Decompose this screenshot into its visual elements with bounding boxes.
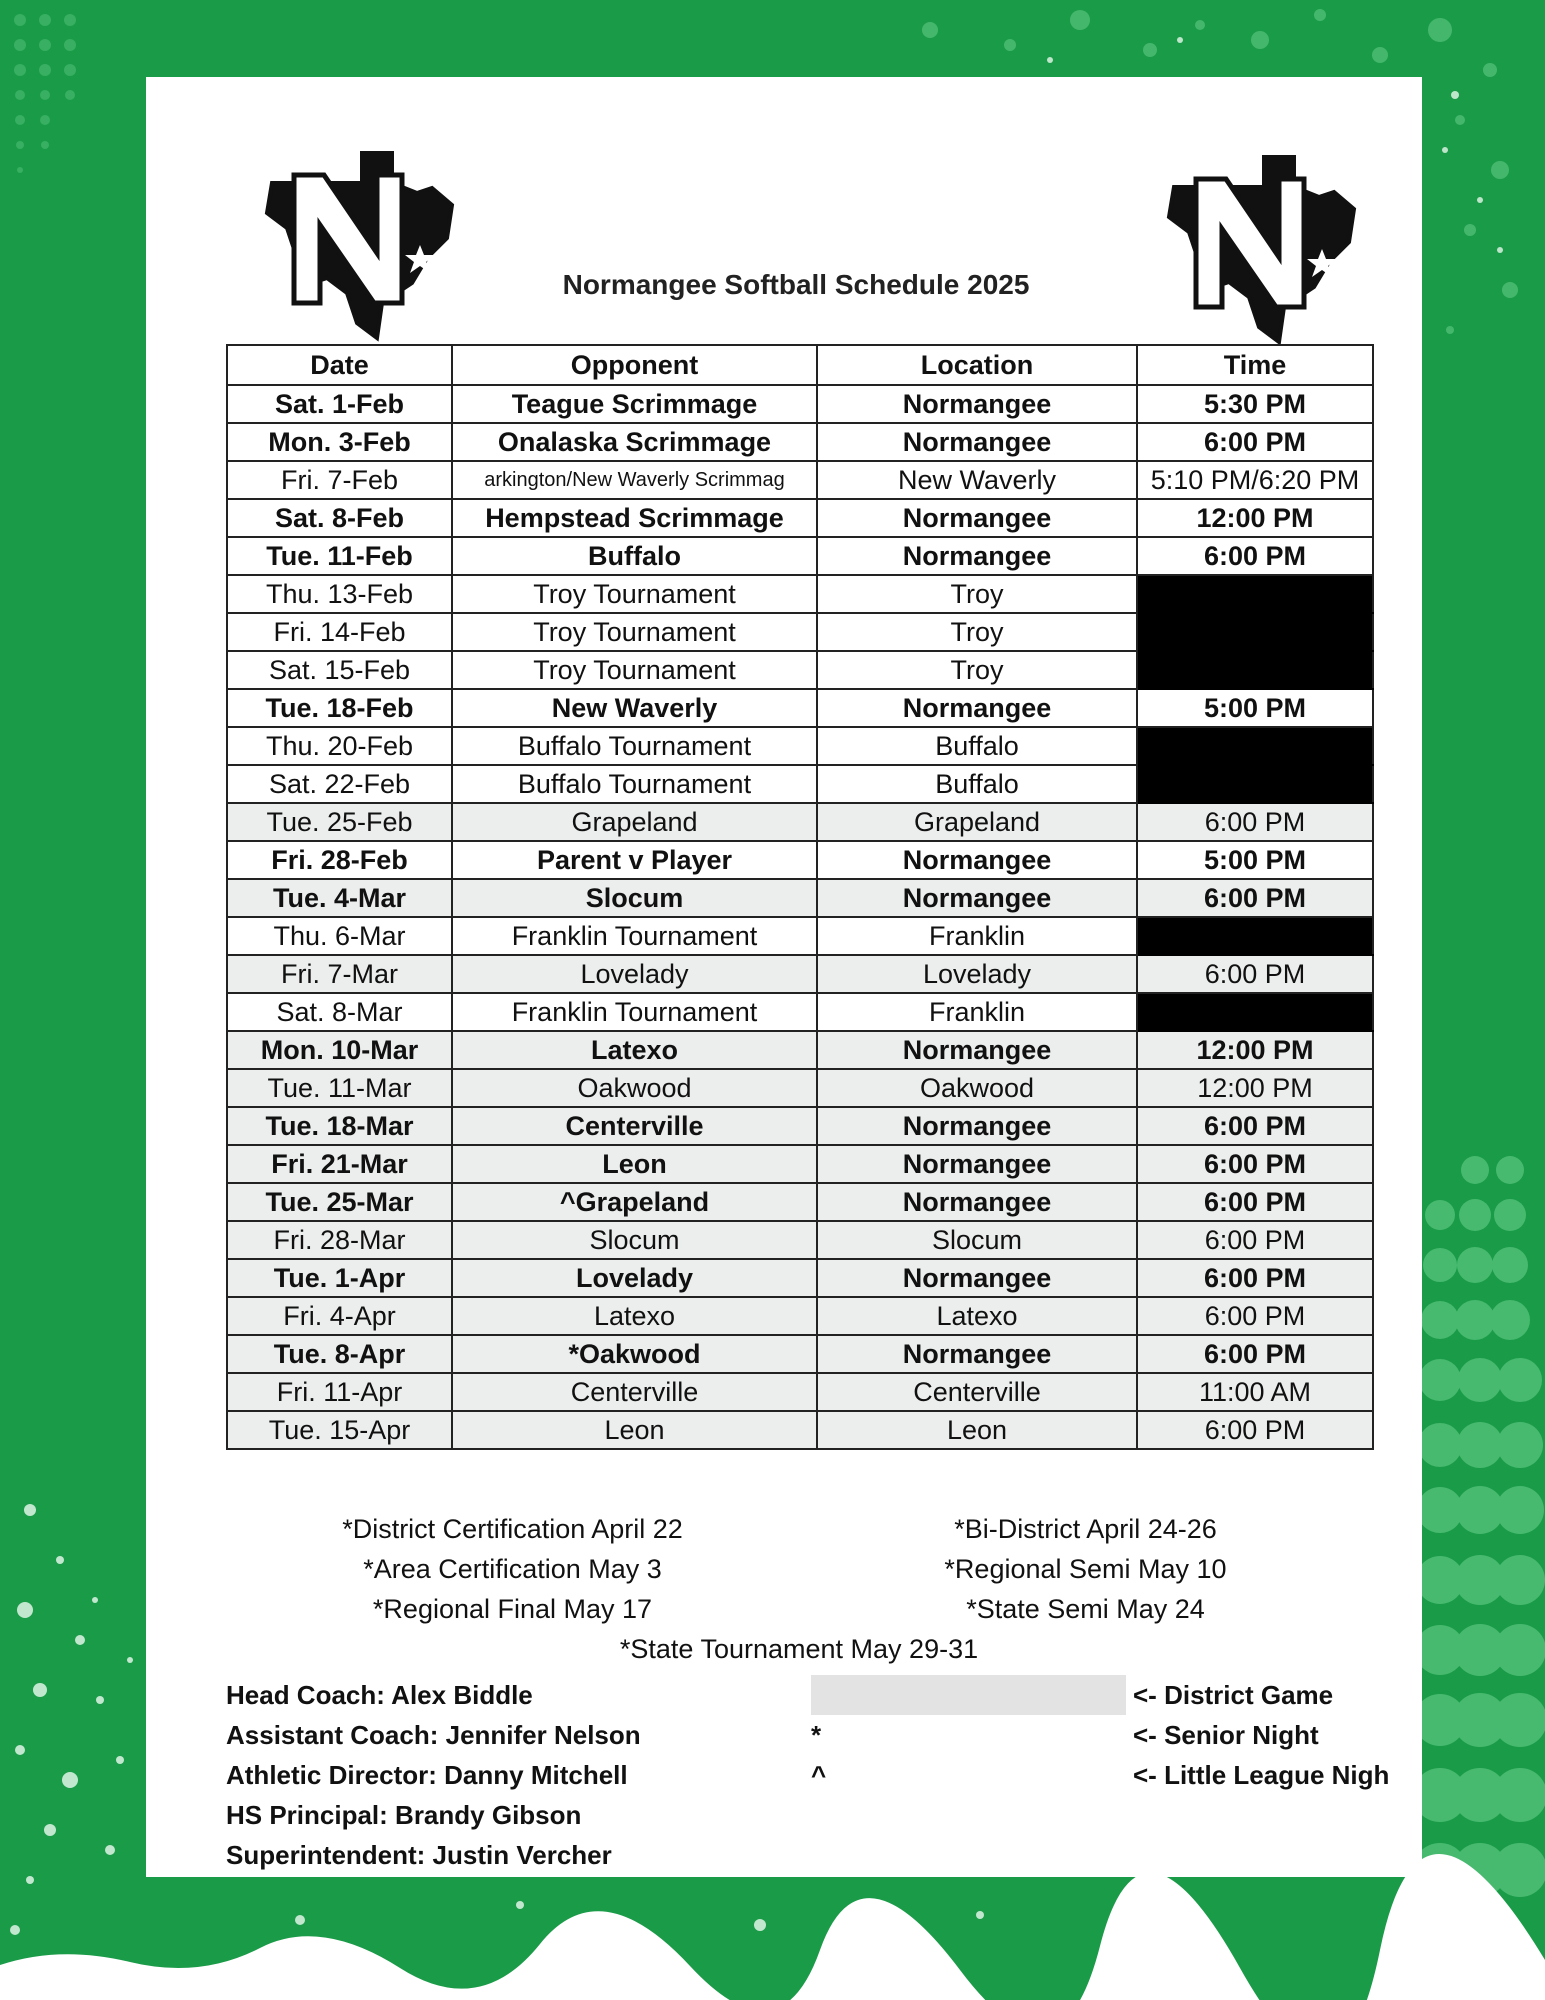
- cell-location: Buffalo: [817, 765, 1137, 803]
- cell-opponent: Hempstead Scrimmage: [452, 499, 817, 537]
- table-row: [227, 1221, 1373, 1259]
- cell-time: [1137, 727, 1373, 765]
- cell-date: Tue. 25-Mar: [227, 1183, 452, 1221]
- cell-location: New Waverly: [817, 461, 1137, 499]
- table-row: [227, 955, 1373, 993]
- cell-opponent: Parent v Player: [452, 841, 817, 879]
- note-area-certification: *Area Certification May 3: [363, 1554, 662, 1584]
- cell-date: Fri. 7-Mar: [227, 955, 452, 993]
- cell-date: Fri. 4-Apr: [227, 1297, 452, 1335]
- cell-time: 6:00 PM: [1137, 803, 1373, 841]
- cell-date: Sat. 15-Feb: [227, 651, 452, 689]
- cell-time: 6:00 PM: [1137, 1145, 1373, 1183]
- cell-opponent: Buffalo Tournament: [452, 727, 817, 765]
- schedule-rows: [227, 385, 1373, 1449]
- column-header-date: Date: [227, 345, 452, 385]
- table-row: [227, 385, 1373, 423]
- table-header-row: [227, 345, 1373, 385]
- note-state-tournament: *State Tournament May 29-31: [619, 1634, 979, 1664]
- cell-opponent: Buffalo: [452, 537, 817, 575]
- table-row: [227, 499, 1373, 537]
- cell-opponent: New Waverly: [452, 689, 817, 727]
- cell-date: Tue. 11-Mar: [227, 1069, 452, 1107]
- table-row: [227, 1069, 1373, 1107]
- legend-row-senior: [811, 1715, 1401, 1755]
- table-row: [227, 993, 1373, 1031]
- legend-row-little-league: [811, 1755, 1401, 1795]
- table-row: [227, 689, 1373, 727]
- cell-location: Normangee: [817, 841, 1137, 879]
- cell-opponent: Leon: [452, 1145, 817, 1183]
- staff-assistant-coach: Assistant Coach: Jennifer Nelson: [226, 1720, 641, 1750]
- cell-location: Normangee: [817, 1107, 1137, 1145]
- cell-location: Normangee: [817, 423, 1137, 461]
- staff-athletic-director: Athletic Director: Danny Mitchell: [226, 1760, 628, 1790]
- table-row: [227, 537, 1373, 575]
- table-row: [227, 841, 1373, 879]
- table-row: [227, 727, 1373, 765]
- cell-date: Tue. 15-Apr: [227, 1411, 452, 1449]
- table-row: [227, 575, 1373, 613]
- cell-time: [1137, 613, 1373, 651]
- cell-location: Normangee: [817, 499, 1137, 537]
- cell-location: Franklin: [817, 917, 1137, 955]
- cell-opponent: Teague Scrimmage: [452, 385, 817, 423]
- legend-district-label: <- District Game: [1133, 1680, 1334, 1710]
- staff-head-coach: Head Coach: Alex Biddle: [226, 1680, 533, 1710]
- cell-date: Tue. 8-Apr: [227, 1335, 452, 1373]
- cell-opponent: Lovelady: [452, 955, 817, 993]
- note-regional-final: *Regional Final May 17: [372, 1594, 653, 1624]
- cell-date: Fri. 28-Mar: [227, 1221, 452, 1259]
- cell-opponent: Troy Tournament: [452, 613, 817, 651]
- cell-location: Normangee: [817, 537, 1137, 575]
- cell-location: Leon: [817, 1411, 1137, 1449]
- table-row: [227, 423, 1373, 461]
- cell-time: 6:00 PM: [1137, 879, 1373, 917]
- table-row: [227, 1411, 1373, 1449]
- cell-date: Tue. 18-Mar: [227, 1107, 452, 1145]
- normangee-logo-left: [242, 143, 482, 343]
- cell-location: Grapeland: [817, 803, 1137, 841]
- legend: [811, 1675, 1401, 1795]
- table-row: [227, 1031, 1373, 1069]
- cell-time: [1137, 993, 1373, 1031]
- cell-time: 6:00 PM: [1137, 1297, 1373, 1335]
- cell-location: Centerville: [817, 1373, 1137, 1411]
- cell-location: Franklin: [817, 993, 1137, 1031]
- table-row: [227, 765, 1373, 803]
- cell-date: Fri. 28-Feb: [227, 841, 452, 879]
- page-title: Normangee Softball Schedule 2025: [562, 269, 1030, 300]
- cell-date: Fri. 11-Apr: [227, 1373, 452, 1411]
- cell-opponent: Centerville: [452, 1107, 817, 1145]
- cell-location: Normangee: [817, 1335, 1137, 1373]
- cell-location: Normangee: [817, 689, 1137, 727]
- cell-location: Normangee: [817, 1145, 1137, 1183]
- cell-location: Normangee: [817, 385, 1137, 423]
- cell-location: Normangee: [817, 1259, 1137, 1297]
- cell-time: 6:00 PM: [1137, 423, 1373, 461]
- cell-location: Troy: [817, 575, 1137, 613]
- cell-opponent: Leon: [452, 1411, 817, 1449]
- column-header-location: Location: [817, 345, 1137, 385]
- cell-time: 6:00 PM: [1137, 1259, 1373, 1297]
- cell-time: 6:00 PM: [1137, 955, 1373, 993]
- cell-time: 12:00 PM: [1137, 499, 1373, 537]
- table-row: [227, 1145, 1373, 1183]
- staff-list: [226, 1675, 641, 1875]
- cell-date: Thu. 13-Feb: [227, 575, 452, 613]
- table-row: [227, 1259, 1373, 1297]
- cell-time: 6:00 PM: [1137, 1183, 1373, 1221]
- cell-date: Sat. 8-Feb: [227, 499, 452, 537]
- note-district-certification: *District Certification April 22: [342, 1514, 683, 1544]
- table-row: [227, 1373, 1373, 1411]
- table-row: [227, 803, 1373, 841]
- note-regional-semi: *Regional Semi May 10: [944, 1554, 1227, 1584]
- cell-location: Lovelady: [817, 955, 1137, 993]
- cell-date: Tue. 25-Feb: [227, 803, 452, 841]
- cell-date: Tue. 4-Mar: [227, 879, 452, 917]
- legend-little-league-symbol: ^: [811, 1760, 827, 1790]
- cell-location: Oakwood: [817, 1069, 1137, 1107]
- cell-date: Fri. 21-Mar: [227, 1145, 452, 1183]
- legend-district-swatch: [811, 1675, 1126, 1715]
- cell-opponent: Latexo: [452, 1297, 817, 1335]
- note-state-semi: *State Semi May 24: [966, 1594, 1205, 1624]
- cell-date: Sat. 1-Feb: [227, 385, 452, 423]
- note-bi-district: *Bi-District April 24-26: [954, 1514, 1217, 1544]
- table-row: [227, 917, 1373, 955]
- cell-opponent: Troy Tournament: [452, 651, 817, 689]
- cell-date: Tue. 18-Feb: [227, 689, 452, 727]
- cell-location: Slocum: [817, 1221, 1137, 1259]
- table-row: [227, 651, 1373, 689]
- cell-location: Normangee: [817, 1031, 1137, 1069]
- cell-time: [1137, 651, 1373, 689]
- cell-opponent: Buffalo Tournament: [452, 765, 817, 803]
- table-row: [227, 879, 1373, 917]
- cell-opponent: Latexo: [452, 1031, 817, 1069]
- cell-opponent: Slocum: [452, 1221, 817, 1259]
- table-row: [227, 1335, 1373, 1373]
- table-row: [227, 1183, 1373, 1221]
- cell-location: Troy: [817, 651, 1137, 689]
- cell-opponent: Franklin Tournament: [452, 993, 817, 1031]
- cell-opponent: Grapeland: [452, 803, 817, 841]
- cell-opponent: Slocum: [452, 879, 817, 917]
- schedule-page: [146, 77, 1422, 1877]
- table-row: [227, 1297, 1373, 1335]
- legend-senior-symbol: *: [811, 1720, 822, 1750]
- cell-time: 6:00 PM: [1137, 1411, 1373, 1449]
- cell-date: Mon. 3-Feb: [227, 423, 452, 461]
- cell-opponent: Onalaska Scrimmage: [452, 423, 817, 461]
- cell-time: 6:00 PM: [1137, 1221, 1373, 1259]
- table-row: [227, 1107, 1373, 1145]
- table-row: [227, 461, 1373, 499]
- cell-time: 12:00 PM: [1137, 1031, 1373, 1069]
- cell-opponent: Franklin Tournament: [452, 917, 817, 955]
- cell-time: [1137, 575, 1373, 613]
- cell-time: 6:00 PM: [1137, 1335, 1373, 1373]
- table-row: [227, 613, 1373, 651]
- legend-little-league-label: <- Little League Nigh: [1133, 1760, 1390, 1790]
- cell-opponent: *Oakwood: [452, 1335, 817, 1373]
- cell-time: 5:00 PM: [1137, 689, 1373, 727]
- cell-date: Sat. 8-Mar: [227, 993, 452, 1031]
- cell-time: 5:30 PM: [1137, 385, 1373, 423]
- legend-senior-label: <- Senior Night: [1133, 1720, 1319, 1750]
- cell-date: Thu. 6-Mar: [227, 917, 452, 955]
- cell-date: Tue. 11-Feb: [227, 537, 452, 575]
- cell-time: 11:00 AM: [1137, 1373, 1373, 1411]
- column-header-opponent: Opponent: [452, 345, 817, 385]
- cell-location: Buffalo: [817, 727, 1137, 765]
- cell-time: 5:10 PM/6:20 PM: [1137, 461, 1373, 499]
- cell-time: 6:00 PM: [1137, 1107, 1373, 1145]
- cell-date: Thu. 20-Feb: [227, 727, 452, 765]
- cell-time: [1137, 765, 1373, 803]
- cell-date: Fri. 7-Feb: [227, 461, 452, 499]
- cell-time: 5:00 PM: [1137, 841, 1373, 879]
- cell-time: 6:00 PM: [1137, 537, 1373, 575]
- cell-location: Latexo: [817, 1297, 1137, 1335]
- cell-date: Fri. 14-Feb: [227, 613, 452, 651]
- column-header-time: Time: [1137, 345, 1373, 385]
- cell-opponent: arkington/New Waverly Scrimmag: [452, 461, 817, 499]
- cell-location: Normangee: [817, 1183, 1137, 1221]
- schedule-table: [226, 344, 1374, 1450]
- cell-location: Normangee: [817, 879, 1137, 917]
- cell-opponent: Centerville: [452, 1373, 817, 1411]
- normangee-logo-right: [1144, 147, 1384, 347]
- cell-opponent: Lovelady: [452, 1259, 817, 1297]
- staff-superintendent: Superintendent: Justin Vercher: [226, 1840, 612, 1870]
- cell-location: Troy: [817, 613, 1137, 651]
- cell-date: Mon. 10-Mar: [227, 1031, 452, 1069]
- cell-opponent: Oakwood: [452, 1069, 817, 1107]
- cell-date: Sat. 22-Feb: [227, 765, 452, 803]
- cell-date: Tue. 1-Apr: [227, 1259, 452, 1297]
- cell-time: [1137, 917, 1373, 955]
- legend-row-district: [811, 1675, 1401, 1715]
- staff-principal: HS Principal: Brandy Gibson: [226, 1800, 582, 1830]
- cell-opponent: Troy Tournament: [452, 575, 817, 613]
- cell-opponent: ^Grapeland: [452, 1183, 817, 1221]
- cell-time: 12:00 PM: [1137, 1069, 1373, 1107]
